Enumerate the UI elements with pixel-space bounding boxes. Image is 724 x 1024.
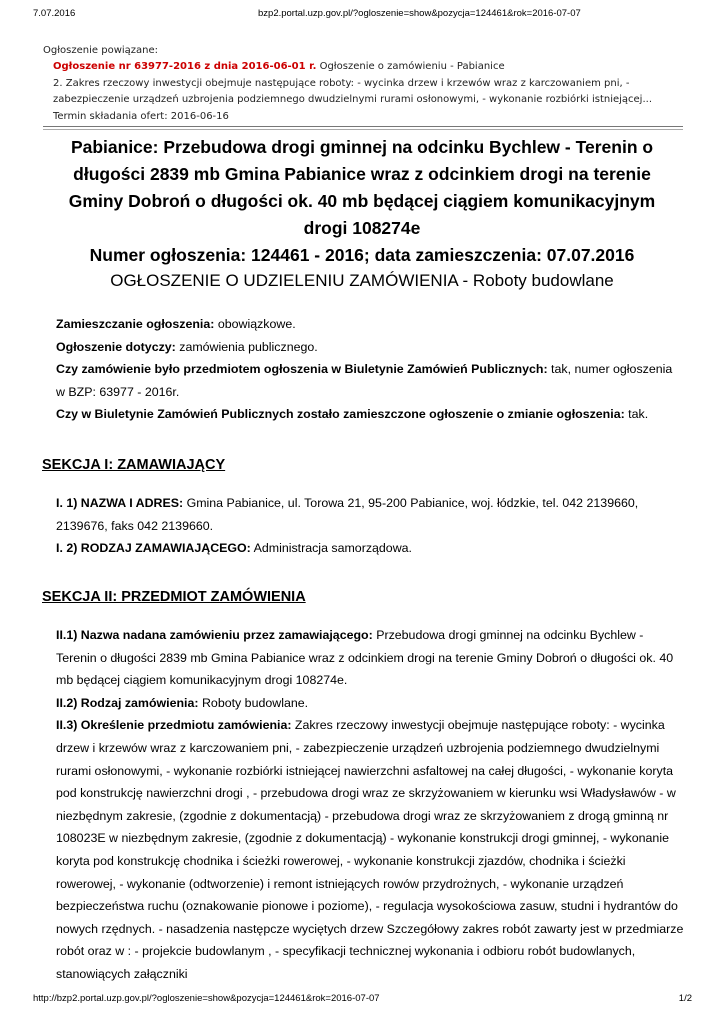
change-question-row bbox=[56, 403, 684, 426]
page-title: Pabianice: Przebudowa drogi gminnej na odcinku Bychlew - Terenin o długości 2839 mb Gmina Pabianice wraz z odcinkiem drogi na terenie Gminy Dobroń o długości ok. 40 mb będącej ciągiem komunikacyjnym drogi 108274e bbox=[68, 137, 656, 238]
contract-kind-row bbox=[56, 692, 686, 715]
print-footer bbox=[0, 993, 724, 1005]
orderer-type-label: I. 2) RODZAJ ZAMAWIAJĄCEGO: bbox=[56, 541, 251, 556]
related-notice-title: Ogłoszenie o zamówieniu - Pabianice bbox=[316, 61, 505, 73]
related-desc-line1: 2. Zakres rzeczowy inwestycji obejmuje następujące roboty: - wycinka drzew i krzewów wraz z karczowaniem pni, - bbox=[53, 77, 630, 89]
print-url: bzp2.portal.uzp.gov.pl/?ogloszenie=show&pozycja=124461&rok=2016-07-07 bbox=[258, 8, 581, 19]
contract-name-label: II.1) Nazwa nadana zamówieniu przez zamawiającego: bbox=[56, 628, 373, 642]
contract-name-value: Przebudowa drogi gminnej na odcinku Bychlew - Terenin o długości 2839 mb Gmina Pabianice wraz z odcinkiem drogi na terenie Gminy Dobroń o długości ok. 40 mb będącej ciągiem komunikacyjnym drogi 108274e. bbox=[56, 628, 674, 688]
placement-row bbox=[56, 313, 684, 336]
contract-kind-value: Roboty budowlane. bbox=[198, 695, 309, 710]
section2-heading: SEKCJA II: PRZEDMIOT ZAMÓWIENIA bbox=[42, 589, 306, 605]
related-desc-line2: zabezpieczenie urządzeń uzbrojenia podziemnego dwudzielnymi rurami osłonowymi, - wykonanie rozbiórki istniejącej... bbox=[53, 94, 652, 106]
contract-scope-row bbox=[56, 714, 686, 985]
contract-scope-label: II.3) Określenie przedmiotu zamówienia: bbox=[56, 718, 292, 733]
notice-number-line: Numer ogłoszenia: 124461 - 2016; data zamieszczenia: 07.07.2016 bbox=[89, 245, 635, 265]
contract-kind-label: II.2) Rodzaj zamówienia: bbox=[56, 695, 199, 710]
contract-scope-value: Zakres rzeczowy inwestycji obejmuje następujące roboty: - wycinka drzew i krzewów wraz z karczowaniem pni, - zabezpieczenie urządzeń uzbrojenia podziemnego dwudzielnymi rurami osłonowymi, - wykonanie rozbiórki istniejącej nawierzchni asfaltowej na całej długości, - wykonanie koryta pod konstrukcję nawierzchni drogi , - przebudowa drogi wraz ze skrzyżowaniem w kierunku wsi Władysławów - w niezbędnym zakresie, (zgodnie z dokumentacją) - przebudowa drogi wraz ze skrzyżowaniem z drogą gminną nr 108023E w niezbędnym zakresie, (zgodnie z dokumentacją) - wykonanie konstrukcji drogi gminnej, - wykonanie koryta pod konstrukcję chodnika i ścieżki rowerowej, - wykonanie konstrukcji zjazdów, chodnika i ścieżki rowerowej, - wykonanie (odtworzenie) i remont istniejących rowów przydrożnych, - wykonanie urządzeń bezpieczeństwa ruchu (oznakowanie pionowe i poziome), - regulacja wysokościowa zasuw, studni i hydrantów do nowych rzędnych. - nasadzenia następcze wyciętych drzew Szczegółowy zakres robót zawarty jest w przedmiarze robót oraz w : - projekcie budowlanym , - specyfikacji technicznej wykonania i odbioru robót budowlanych, stanowiących załączniki bbox=[56, 718, 684, 981]
section1-heading: SEKCJA I: ZAMAWIAJĄCY bbox=[42, 457, 226, 473]
contract-name-row bbox=[56, 624, 686, 692]
orderer-type-row bbox=[56, 537, 686, 560]
section1-block bbox=[56, 492, 686, 560]
related-notice bbox=[43, 43, 683, 125]
bulletin-question-label: Czy zamówienie było przedmiotem ogłoszenia w Biuletynie Zamówień Publicznych: bbox=[56, 362, 548, 376]
intro-block bbox=[56, 313, 684, 426]
footer-url: http://bzp2.portal.uzp.gov.pl/?ogloszenie=show&pozycja=124461&rok=2016-07-07 bbox=[33, 993, 380, 1004]
related-divider bbox=[43, 126, 683, 130]
orderer-name-label: I. 1) NAZWA I ADRES: bbox=[56, 496, 184, 510]
section2-block bbox=[56, 624, 686, 986]
print-header bbox=[0, 8, 724, 20]
page-number: 1/2 bbox=[678, 993, 692, 1004]
print-date: 7.07.2016 bbox=[33, 8, 76, 19]
orderer-type-value: Administracja samorządowa. bbox=[250, 541, 412, 556]
change-question-label: Czy w Biuletynie Zamówień Publicznych zostało zamieszczone ogłoszenie o zmianie ogłoszenia: bbox=[56, 407, 625, 421]
change-question-value: tak. bbox=[624, 407, 649, 421]
concerns-row bbox=[56, 336, 684, 359]
notice-title-block bbox=[50, 134, 674, 293]
related-deadline: Termin składania ofert: 2016-06-16 bbox=[53, 110, 229, 122]
placement-label: Zamieszczanie ogłoszenia: bbox=[56, 317, 215, 331]
related-notice-link[interactable]: Ogłoszenie nr 63977-2016 z dnia 2016-06-01 r. bbox=[53, 61, 317, 73]
concerns-label: Ogłoszenie dotyczy: bbox=[56, 339, 176, 354]
bulletin-question-row bbox=[56, 358, 684, 403]
concerns-value: zamówienia publicznego. bbox=[175, 339, 318, 354]
orderer-name-value: Gmina Pabianice, ul. Torowa 21, 95-200 Pabianice, woj. łódzkie, tel. 042 2139660, 2139676, faks 042 2139660. bbox=[56, 496, 639, 533]
related-label: Ogłoszenie powiązane: bbox=[43, 45, 159, 56]
related-notice-line bbox=[43, 59, 683, 75]
placement-value: obowiązkowe. bbox=[214, 317, 296, 331]
orderer-name-row bbox=[56, 492, 686, 537]
bulletin-question-value: tak, numer ogłoszenia w BZP: 63977 - 2016r. bbox=[56, 362, 673, 399]
notice-type-line: OGŁOSZENIE O UDZIELENIU ZAMÓWIENIA - Roboty budowlane bbox=[110, 271, 614, 290]
